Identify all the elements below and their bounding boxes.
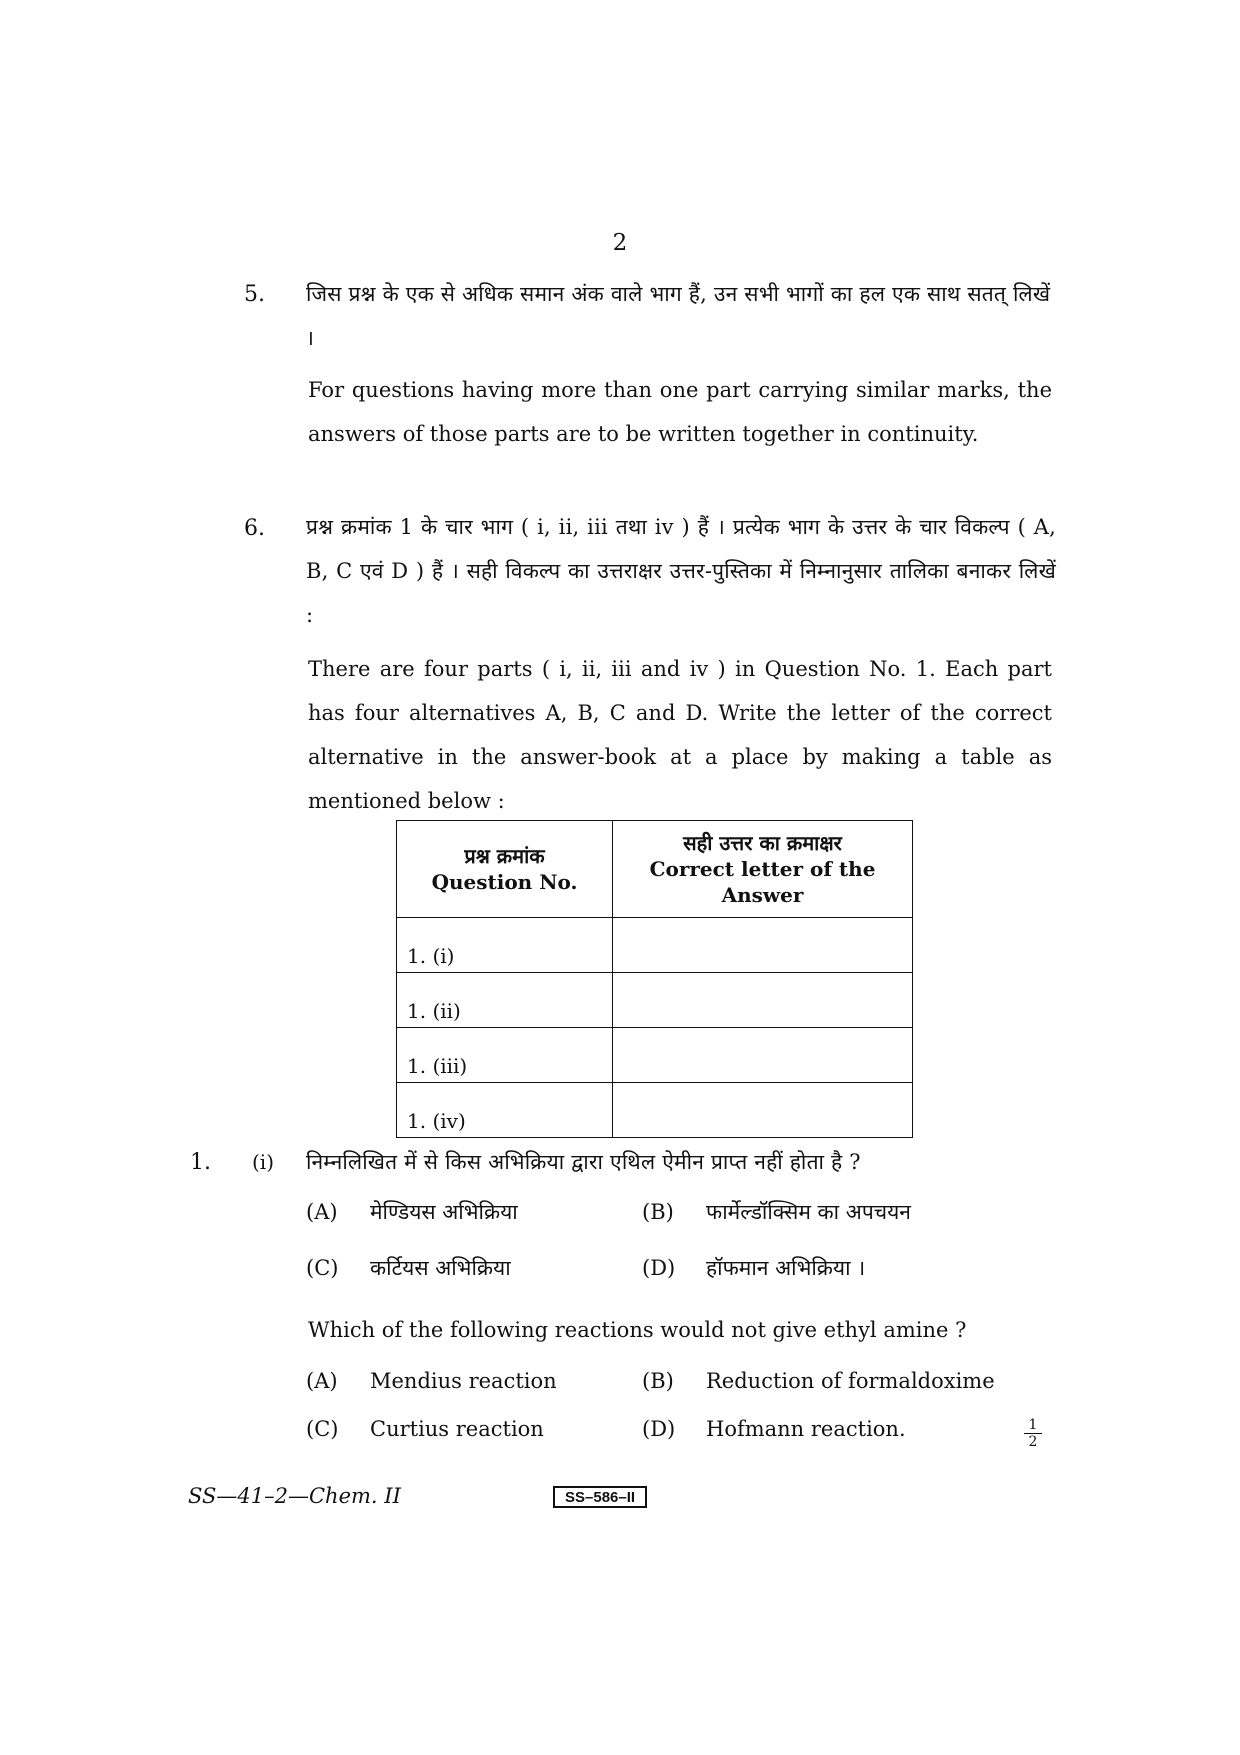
hindi-option-a: [306, 1197, 518, 1227]
hindi-option-c: [306, 1253, 511, 1283]
table-row: [397, 1083, 913, 1138]
option-label: (B): [642, 1200, 674, 1224]
question-1-number: 1.: [190, 1150, 211, 1175]
option-label: (A): [306, 1200, 338, 1224]
question-1-hindi: निम्नलिखित में से किस अभिक्रिया द्वारा एथिल ऐमीन प्राप्त नहीं होता है ?: [306, 1150, 861, 1174]
option-text: मेण्डियस अभिक्रिया: [370, 1200, 518, 1224]
page-number: 2: [612, 230, 628, 256]
question-cell: 1. (i): [397, 918, 613, 973]
question-cell: 1. (iii): [397, 1028, 613, 1083]
option-label: (A): [306, 1369, 338, 1393]
question-cell: 1. (iv): [397, 1083, 613, 1138]
option-label: (D): [642, 1256, 676, 1280]
option-text: Reduction of formaldoxime: [706, 1369, 995, 1393]
table-row: [397, 1028, 913, 1083]
instruction-6-english: There are four parts ( i, ii, iii and iv ) in Question No. 1. Each part has four alternatives A, B, C and D. Write the letter of the correct alternative in the answer-book at a place by making a table as mentioned below :: [308, 657, 1052, 813]
english-option-c: [306, 1414, 544, 1444]
answer-cell: [613, 918, 913, 973]
option-text: Curtius reaction: [370, 1417, 544, 1441]
question-no-header-hindi: प्रश्न क्रमांक: [464, 844, 545, 868]
marks-denominator: 2: [1028, 1434, 1038, 1450]
english-option-d: [642, 1414, 906, 1444]
english-option-a: [306, 1366, 557, 1396]
question-1-english: Which of the following reactions would not give ethyl amine ?: [308, 1318, 967, 1342]
option-label: (C): [306, 1417, 339, 1441]
instruction-5-english: For questions having more than one part carrying similar marks, the answers of those parts are to be written together in continuity.: [308, 378, 1052, 446]
question-no-header: [397, 821, 613, 918]
answer-format-table: [396, 820, 913, 1138]
hindi-option-b: [642, 1197, 911, 1227]
instruction-5-hindi: जिस प्रश्न के एक से अधिक समान अंक वाले भाग हैं, उन सभी भागों का हल एक साथ सतत् लिखें ।: [306, 282, 1051, 350]
instruction-5-number: 5.: [244, 282, 265, 307]
english-option-b: [642, 1366, 995, 1396]
correct-letter-header-hindi: सही उत्तर का क्रमाक्षर: [683, 831, 842, 855]
option-text: Mendius reaction: [370, 1369, 557, 1393]
instruction-6-hindi: प्रश्न क्रमांक 1 के चार भाग ( i, ii, iii तथा iv ) हैं । प्रत्येक भाग के उत्तर के चार विकल्प ( A, B, C एवं D ) हैं । सही विकल्प का उत्तराक्षर उत्तर-पुस्तिका में निम्नानुसार तालिका बनाकर लिखें :: [306, 515, 1056, 627]
option-label: (D): [642, 1417, 676, 1441]
answer-cell: [613, 1028, 913, 1083]
answer-cell: [613, 973, 913, 1028]
marks-numerator: 1: [1028, 1417, 1038, 1433]
instruction-6-number: 6.: [244, 516, 265, 541]
correct-letter-header: [613, 821, 913, 918]
table-row: [397, 973, 913, 1028]
option-text: हॉफमान अभिक्रिया ।: [706, 1256, 866, 1280]
correct-letter-header-english: Correct letter of the Answer: [649, 857, 876, 907]
table-header-row: [397, 821, 913, 918]
option-label: (C): [306, 1256, 339, 1280]
answer-cell: [613, 1083, 913, 1138]
option-text: कर्टियस अभिक्रिया: [370, 1256, 511, 1280]
question-no-header-english: Question No.: [431, 870, 578, 894]
footer-series-code: SS–586–II: [553, 1486, 647, 1508]
footer-paper-code: SS—41–2—Chem. II: [188, 1484, 401, 1508]
option-text: Hofmann reaction.: [706, 1417, 906, 1441]
option-text: फार्मेल्डॉक्सिम का अपचयन: [706, 1200, 911, 1224]
hindi-option-d: [642, 1253, 865, 1283]
table-row: [397, 918, 913, 973]
question-cell: 1. (ii): [397, 973, 613, 1028]
option-label: (B): [642, 1369, 674, 1393]
question-1-part: (i): [252, 1150, 275, 1174]
marks-fraction: [1024, 1418, 1042, 1449]
